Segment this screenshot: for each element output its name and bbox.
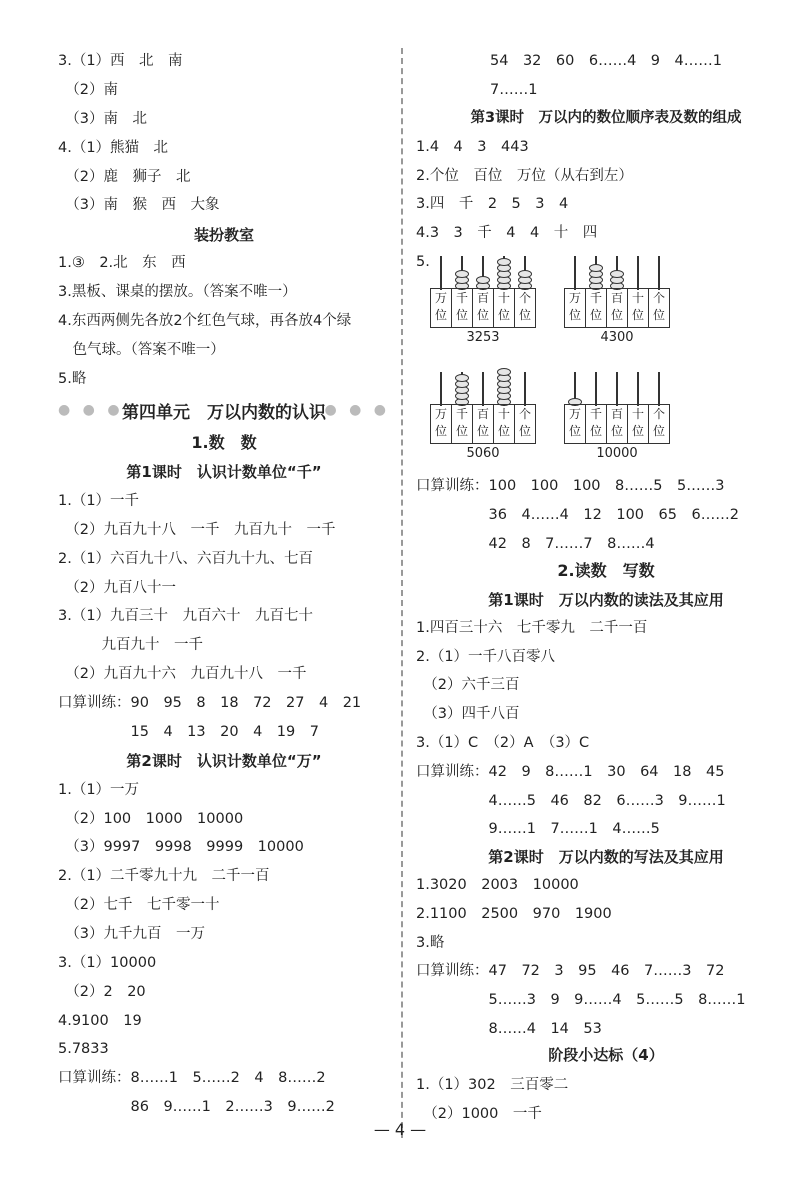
abacus-figure	[430, 372, 536, 464]
answer-line: （2）南	[58, 82, 118, 98]
page-number: — 4 —	[373, 1120, 427, 1139]
oral-calc-line: 42 8 7……7 8……4	[416, 536, 655, 552]
abacus-rod	[637, 372, 639, 406]
answer-line: （3）南 猴 西 大象	[58, 197, 220, 213]
place-value-table	[564, 404, 670, 444]
place-label: 百 位	[607, 289, 628, 327]
place-label: 百 位	[473, 405, 494, 443]
abacus-bead	[610, 270, 624, 278]
abacus-bead	[497, 258, 511, 266]
answer-line: （2）鹿 狮子 北	[58, 169, 191, 185]
oral-calc-line: 54 32 60 6……4 9 4……1	[490, 53, 722, 69]
abacus-rod	[524, 372, 526, 406]
dots-decoration: ● ● ●	[324, 402, 390, 418]
place-label: 万 位	[565, 405, 586, 443]
place-label: 千 位	[586, 405, 607, 443]
answer-line: 4.（1）熊猫 北	[58, 140, 169, 156]
answer-line: 1.③ 2.北 东 西	[58, 255, 186, 271]
place-label: 个 位	[652, 291, 665, 322]
answer-line: 2.（1）六百九十八、六百九十九、七百	[58, 551, 314, 567]
answer-line: （2）七千 七千零一十	[58, 897, 220, 913]
section-heading: 装扮教室	[193, 226, 254, 244]
answer-line: 3.黑板、课桌的摆放。（答案不唯一）	[58, 284, 297, 300]
abacus-rod	[440, 256, 442, 290]
oral-calc-line: 口算训练：8……1 5……2 4 8……2	[58, 1070, 326, 1086]
abacus-figure	[430, 256, 536, 348]
answer-line: 九百九十 一千	[58, 637, 203, 653]
abacus-number: 3253	[466, 330, 500, 345]
place-label: 万 位	[431, 289, 452, 327]
oral-calc-line: 9……1 7……1 4……5	[416, 821, 660, 837]
answer-line: 4.东西两侧先各放2个红色气球，再各放4个绿	[58, 313, 352, 329]
answer-line: （2）六千三百	[416, 677, 520, 693]
answer-line: 3.四 千 2 5 3 4	[416, 196, 569, 212]
place-label: 个 位	[518, 291, 531, 322]
abacus-rod	[637, 256, 639, 290]
abacus-bead	[497, 368, 511, 376]
answer-line: （3）四千八百	[416, 706, 520, 722]
answer-line: 2.1100 2500 970 1900	[416, 906, 612, 922]
abacus-figure	[564, 372, 670, 464]
place-label: 万 位	[431, 405, 452, 443]
place-value-table	[430, 288, 536, 328]
answer-line: 5.7833	[58, 1041, 109, 1057]
answer-line: （2）九百八十一	[58, 580, 176, 596]
answer-line: 1.（1）一万	[58, 782, 140, 798]
answer-line: 1.4 4 3 443	[416, 139, 529, 155]
oral-calc-line: 口算训练：47 72 3 95 46 7……3 72	[416, 963, 725, 979]
answer-line: （2）100 1000 10000	[58, 811, 244, 827]
answer-line: 4.3 3 千 4 4 十 四	[416, 225, 598, 241]
abacus-number: 10000	[596, 446, 638, 461]
place-label: 十 位	[494, 405, 515, 443]
oral-calc-line: 口算训练：100 100 100 8……5 5……3	[416, 478, 725, 494]
oral-calc-line: 86 9……1 2……3 9……2	[58, 1099, 335, 1115]
answer-line: 3.略	[416, 935, 445, 951]
lesson-title: 第1课时 认识计数单位“千”	[126, 463, 322, 481]
abacus-rod	[574, 256, 576, 290]
oral-calc-line: 36 4……4 12 100 65 6……2	[416, 507, 739, 523]
column-divider	[401, 48, 403, 1138]
section-title: 2.读数 写数	[557, 561, 655, 580]
abacus-rod	[658, 372, 660, 406]
stage-test-title: 阶段小达标（4）	[548, 1046, 664, 1064]
place-label: 千 位	[452, 405, 473, 443]
lesson-title: 第1课时 万以内数的读法及其应用	[488, 591, 724, 609]
dots-decoration: ● ● ●	[58, 402, 124, 418]
unit-title: 第四单元 万以内数的认识	[122, 403, 326, 423]
place-label: 十 位	[628, 405, 649, 443]
answer-line: 5.略	[58, 371, 87, 387]
place-label: 十 位	[494, 289, 515, 327]
answer-line: （3）九千九百 一万	[58, 926, 205, 942]
place-label: 千 位	[452, 289, 473, 327]
oral-calc-line: 15 4 13 20 4 19 7	[58, 724, 319, 740]
answer-line: （2）九百九十八 一千 九百九十 一千	[58, 522, 336, 538]
answer-line: （3）9997 9998 9999 10000	[58, 839, 304, 855]
answer-line: 3.（1）10000	[58, 955, 157, 971]
answer-line: 5.	[416, 254, 430, 270]
answer-line: 3.（1）九百三十 九百六十 九百七十	[58, 608, 314, 624]
abacus-rod	[482, 372, 484, 406]
oral-calc-line: 5……3 9 9……4 5……5 8……1	[416, 992, 746, 1008]
answer-line: 1.四百三十六 七千零九 二千一百	[416, 620, 648, 636]
abacus-figure	[564, 256, 670, 348]
answer-line: （2）1000 一千	[416, 1106, 542, 1122]
answer-line: 3.（1）西 北 南	[58, 53, 183, 69]
place-label: 千 位	[586, 289, 607, 327]
answer-line: 1.（1）一千	[58, 493, 140, 509]
abacus-rod	[616, 372, 618, 406]
answer-line: 2.（1）一千八百零八	[416, 649, 556, 665]
place-label: 个 位	[518, 407, 531, 438]
place-label: 百 位	[607, 405, 628, 443]
abacus-rod	[658, 256, 660, 290]
answer-line: 1.（1）302 三百零二	[416, 1077, 569, 1093]
place-value-table	[430, 404, 536, 444]
abacus-bead	[476, 276, 490, 284]
oral-calc-line: 4……5 46 82 6……3 9……1	[416, 793, 726, 809]
lesson-title: 第3课时 万以内的数位顺序表及数的组成	[470, 110, 742, 126]
place-label: 百 位	[473, 289, 494, 327]
answer-line: 色气球。（答案不唯一）	[58, 342, 225, 358]
place-label: 十 位	[628, 289, 649, 327]
abacus-rod	[440, 372, 442, 406]
oral-calc-line: 8……4 14 53	[416, 1021, 602, 1037]
oral-calc-line: 口算训练：90 95 8 18 72 27 4 21	[58, 695, 362, 711]
abacus-bead	[518, 270, 532, 278]
section-title: 1.数 数	[191, 433, 257, 452]
abacus-number: 5060	[466, 446, 500, 461]
answer-line: （2）2 20	[58, 984, 146, 1000]
answer-line: （2）九百九十六 九百九十八 一千	[58, 666, 307, 682]
place-label: 个 位	[652, 407, 665, 438]
place-label: 万 位	[565, 289, 586, 327]
answer-line: 3.（1）C （2）A （3）C	[416, 735, 590, 751]
answer-line: （3）南 北	[58, 111, 147, 127]
unit-banner	[58, 398, 390, 423]
answer-line: 4.9100 19	[58, 1013, 142, 1029]
abacus-rod	[595, 372, 597, 406]
oral-calc-line: 7……1	[490, 82, 538, 98]
abacus-number: 4300	[600, 330, 634, 345]
answer-line: 2.（1）二千零九十九 二千一百	[58, 868, 270, 884]
answer-line: 1.3020 2003 10000	[416, 877, 579, 893]
lesson-title: 第2课时 万以内数的写法及其应用	[488, 848, 724, 866]
oral-calc-line: 口算训练：42 9 8……1 30 64 18 45	[416, 764, 725, 780]
place-value-table	[564, 288, 670, 328]
answer-line: 2.个位 百位 万位（从右到左）	[416, 168, 633, 184]
lesson-title: 第2课时 认识计数单位“万”	[126, 752, 322, 770]
